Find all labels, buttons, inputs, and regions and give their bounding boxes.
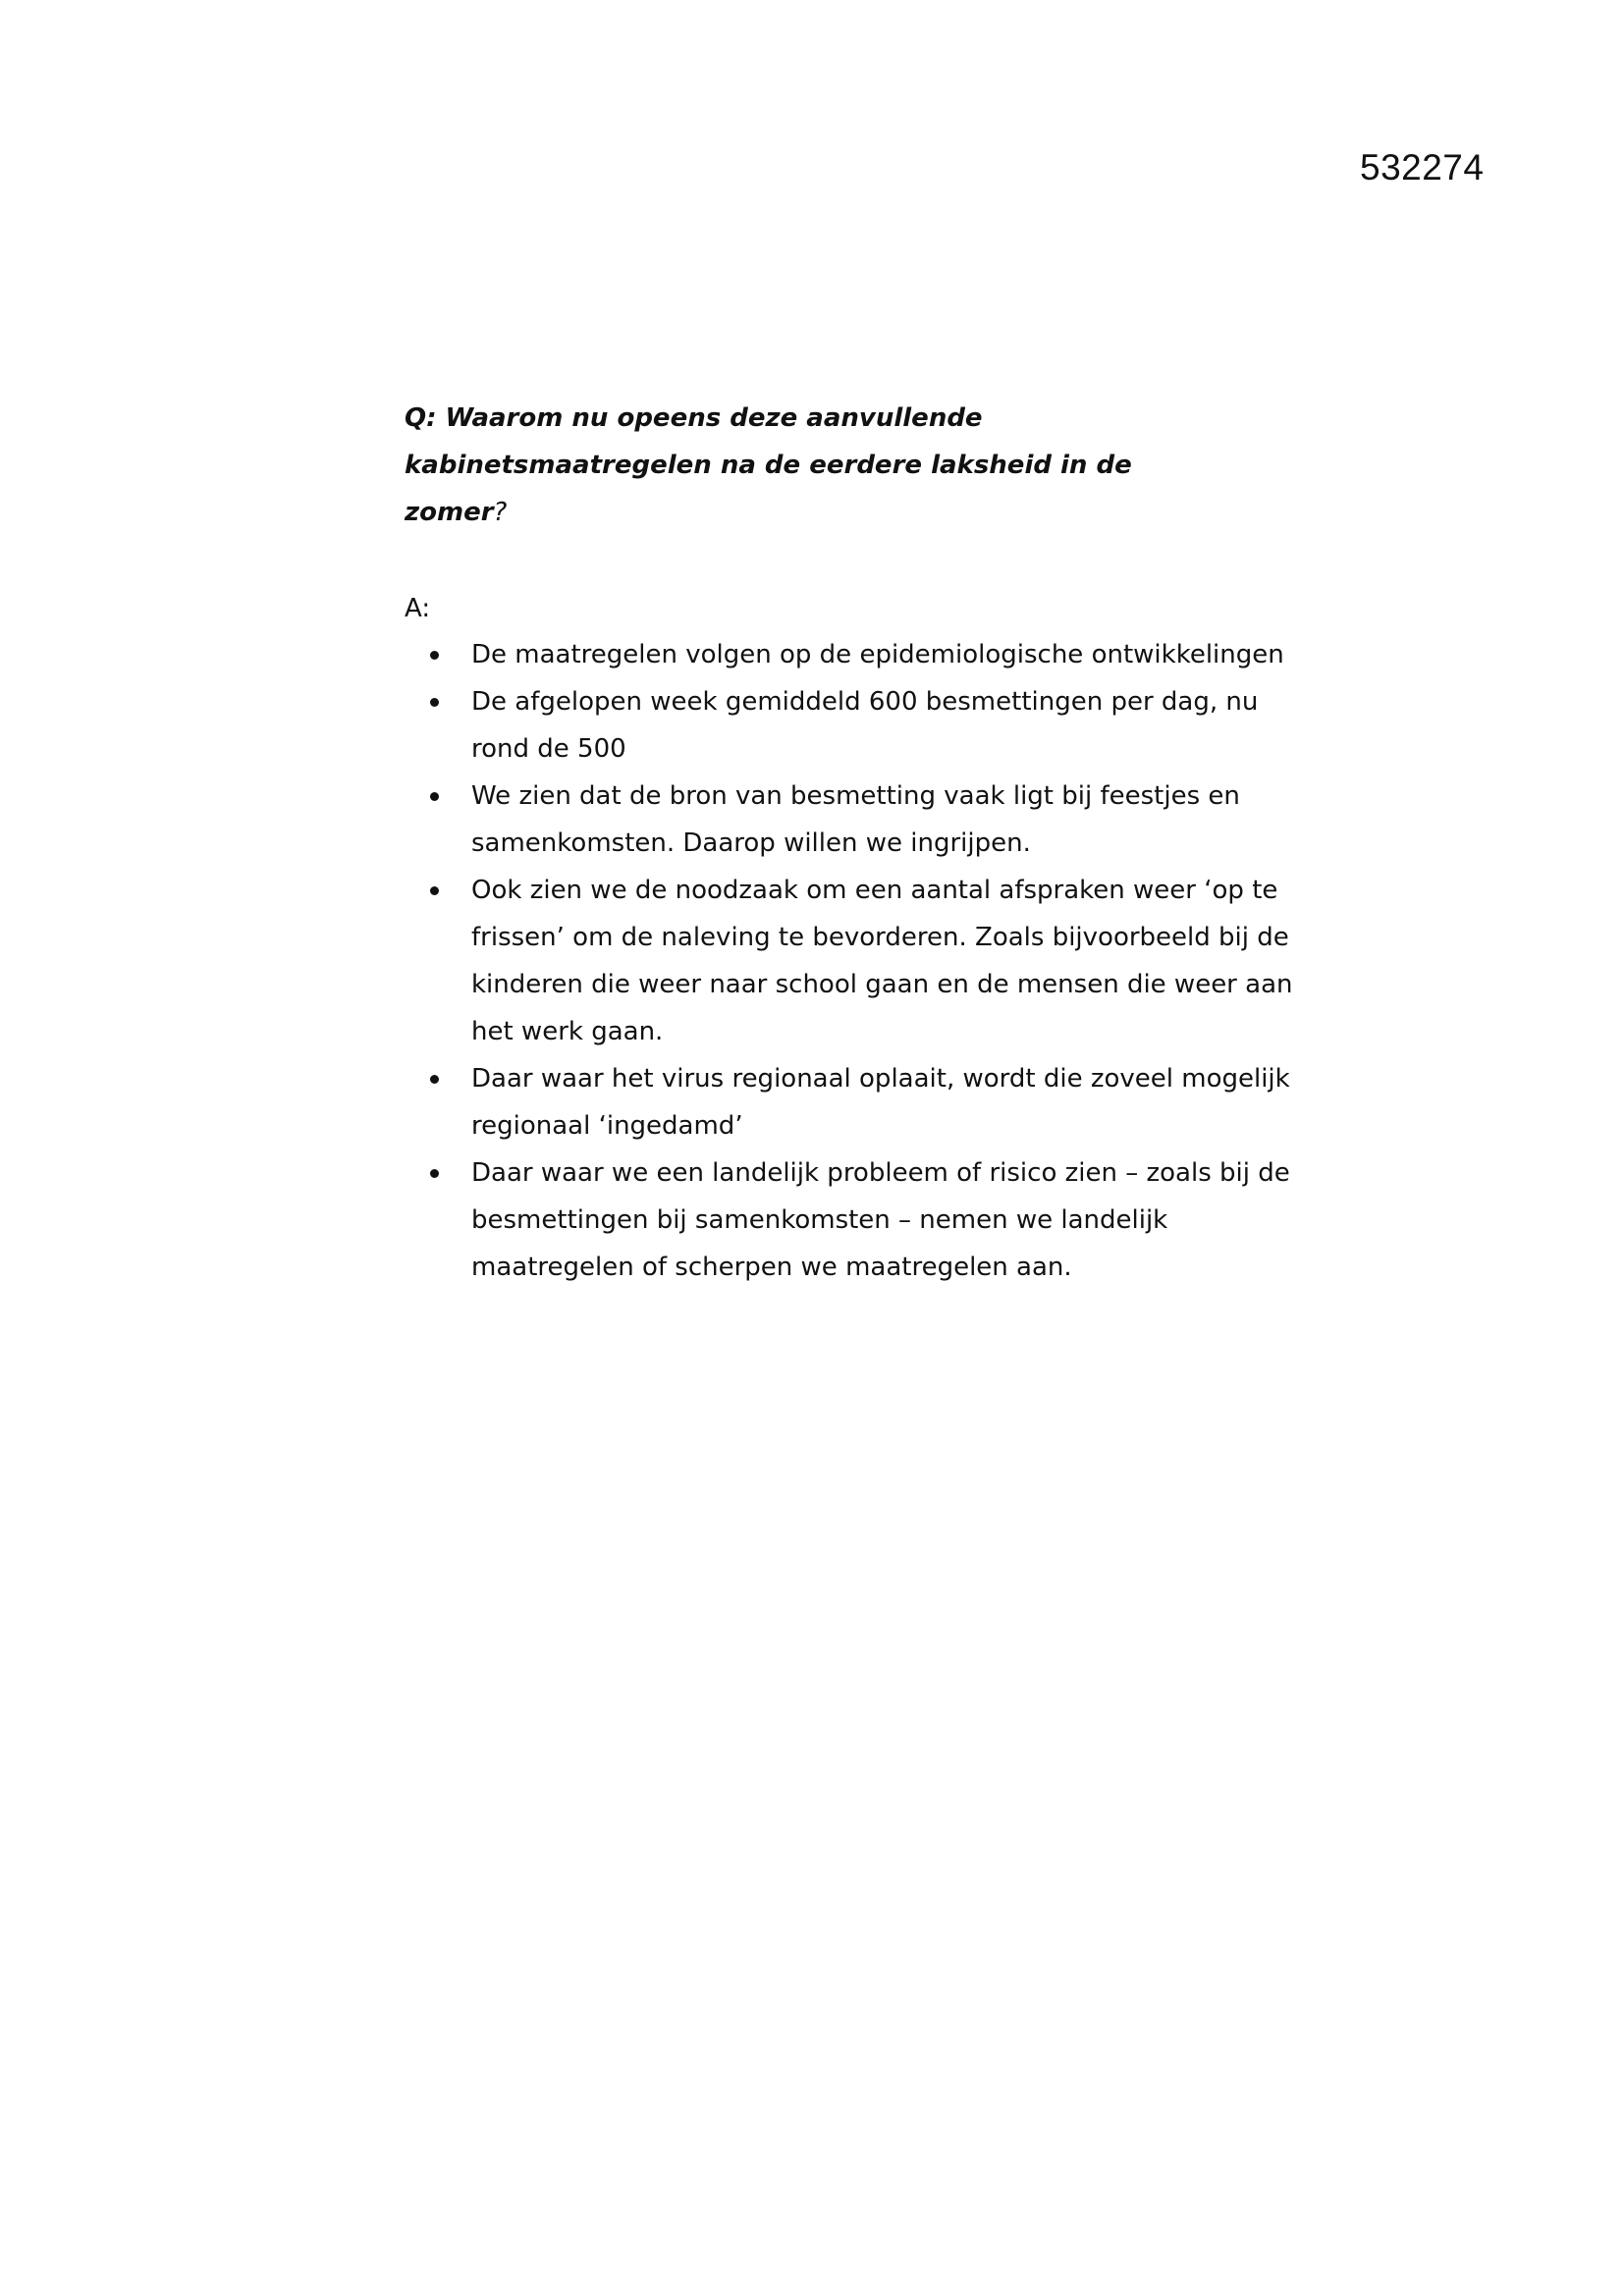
bullet-icon (430, 886, 439, 895)
answer-item (471, 631, 1316, 678)
answer-item-text: Ook zien we de noodzaak om een aantal afspraken weer ‘op te frissen’ om de naleving te bevorderen. Zoals bijvoorbeeld bij de kinderen die weer naar school gaan en de mensen die weer aan het werk gaan. (471, 876, 1293, 1046)
bullet-icon (430, 1169, 439, 1178)
answer-list (405, 631, 1316, 1291)
answer-item (471, 773, 1316, 867)
question-text: Q: Waarom nu opeens deze aanvullende kabinetsmaatregelen na de eerdere laksheid in de zomer (405, 403, 1132, 527)
question-mark: ? (493, 498, 508, 527)
answer-item-text: De afgelopen week gemiddeld 600 besmettingen per dag, nu rond de 500 (471, 687, 1259, 764)
answer-label: A: (405, 594, 431, 623)
answer-item (471, 867, 1316, 1055)
question (405, 395, 1210, 536)
answer-item-text: De maatregelen volgen op de epidemiologische ontwikkelingen (471, 640, 1284, 669)
answer-item-text: We zien dat de bron van besmetting vaak ligt bij feestjes en samenkomsten. Daarop willen we ingrijpen. (471, 781, 1240, 858)
answer-item (471, 1149, 1316, 1291)
bullet-icon (430, 1075, 439, 1084)
bullet-icon (430, 651, 439, 660)
answer-item-text: Daar waar we een landelijk probleem of risico zien – zoals bij de besmettingen bij samenkomsten – nemen we landelijk maatregelen of scherpen we maatregelen aan. (471, 1158, 1290, 1282)
bullet-icon (430, 792, 439, 801)
answer-item (471, 678, 1316, 773)
bullet-icon (430, 698, 439, 707)
answer-item (471, 1055, 1316, 1149)
document-number: 532274 (1360, 147, 1485, 187)
answer-item-text: Daar waar het virus regionaal oplaait, wordt die zoveel mogelijk regionaal ‘ingedamd’ (471, 1064, 1290, 1141)
